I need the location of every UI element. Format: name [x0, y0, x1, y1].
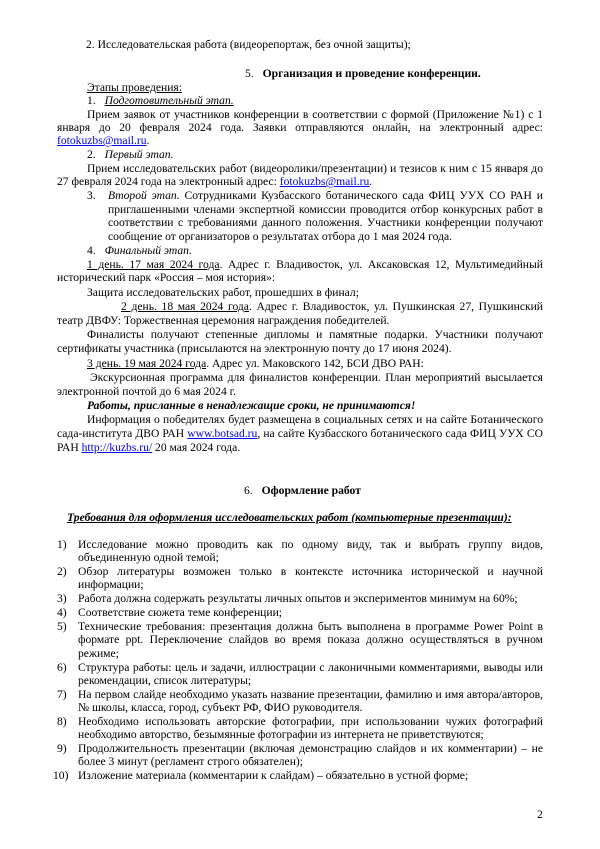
stage-2-text-line1: Прием исследовательских работ (видеоролики/презентации) и тезисов к ним с 15 января до [87, 162, 543, 175]
stage-1-heading [87, 94, 234, 107]
stage-3-text-line2: приглашенными членами экспертной комиссии проводится отбор конкурсных работ в [108, 203, 543, 216]
stage-number: 1. [87, 94, 96, 107]
info-line2 [57, 427, 543, 440]
section-number: 5. [245, 67, 254, 80]
day-1-line3: Защита исследовательских работ, прошедших в финал; [87, 286, 359, 299]
day-1-line1 [87, 258, 543, 271]
text: 27 февраля 2024 года на электронный адрес: [57, 175, 280, 188]
stage-3-number: 3. [87, 189, 96, 202]
stage-2-heading [87, 148, 173, 161]
item-text: № школы, класса, город, субъект РФ, ФИО руководителя. [78, 701, 363, 715]
section-5-heading [245, 67, 481, 80]
stage-1-text-line2: января до 20 февраля 2024 года. Заявки отправляются онлайн, на электронный адрес: [57, 121, 543, 134]
item-text: необходимо авторство, безымянные фотографии из интернета не приветствуются; [78, 728, 484, 742]
item-text: Обзор литературы возможен только в контексте источника исторической и научной [78, 565, 543, 578]
requirements-title: Требования для оформления исследовательских работ (компьютерные презентации): [67, 511, 512, 524]
section-number: 6. [244, 484, 253, 497]
text: Сотрудниками Кузбасского ботанического сада ФИЦ УУХ СО РАН и [179, 189, 543, 202]
day-2-line2: театр ДВФУ: Торжественная церемония награждения победителей. [57, 314, 390, 327]
info-line3 [57, 441, 240, 454]
email-link[interactable]: fotokuzbs@mail.ru [279, 175, 370, 188]
stage-2-text-line2 [57, 175, 372, 188]
item-text: режиме; [78, 646, 119, 660]
stage-name: Первый этап. [104, 148, 174, 161]
text: 20 мая 2024 года. [152, 441, 241, 454]
stages-label: Этапы проведения: [87, 81, 182, 94]
item-number: 8) [57, 715, 67, 728]
item-number: 6) [57, 661, 67, 674]
section-title: Оформление работ [261, 484, 361, 497]
item-text: более 3 минут (регламент строго обязателен); [78, 755, 303, 769]
stage-4-heading [87, 244, 192, 257]
item-number: 5) [57, 620, 67, 633]
item-text: Работа должна содержать результаты личных опытов и экспериментов минимум на 60%; [78, 592, 518, 605]
day-2-line1 [121, 300, 543, 313]
day-2-date: 2 день. 18 мая 2024 года [121, 300, 249, 313]
item-text: Технические требования: презентация должна быть выполнена в программе Power Point в [78, 620, 543, 633]
item-text: Соответствие сюжета теме конференции; [78, 606, 282, 619]
item-text: На первом слайде необходимо указать название презентации, фамилию и имя автора/авторов, [78, 688, 543, 701]
day-2-line3: Финалисты получают степенные дипломы и памятные подарки. Участники получают [87, 328, 543, 341]
item-number: 9) [57, 742, 67, 755]
stage-name: Подготовительный этап. [104, 94, 234, 107]
text: , на сайте Кузбасского ботанического сада ФИЦ УУХ СО [257, 427, 543, 440]
punctuation: . [369, 175, 373, 188]
stage-name: Финальный этап. [104, 244, 192, 257]
item-text: объединенную одной темой; [78, 551, 219, 565]
stage-name: Второй этап. [108, 189, 180, 202]
stage-3-text-line1 [108, 189, 543, 202]
day-1-line2: исторический парк «Россия – моя история»: [57, 271, 276, 284]
stage-number: 2. [87, 148, 96, 161]
day-3-date: 3 день. 19 мая 2024 года [87, 357, 207, 370]
item-number: 1) [57, 538, 67, 551]
item-number: 10) [53, 769, 69, 782]
kuzbs-link[interactable]: http://kuzbs.ru/ [81, 441, 153, 454]
email-link[interactable]: fotokuzbs@mail.ru [57, 134, 147, 147]
stage-1-email-line [57, 134, 149, 147]
stage-3-text-line3: соответствии с требованиями данного положения. Участники конференции получают [108, 216, 543, 229]
item-text: рекомендации, список литературы; [78, 674, 252, 688]
item-number: 2) [57, 565, 67, 578]
info-line1: Информация о победителях будет размещена в социальных сетях и на сайте Ботанического [87, 413, 543, 426]
stage-number: 4. [87, 244, 96, 257]
late-submission-notice: Работы, присланные в ненадлежащие сроки, не принимаются! [87, 399, 416, 412]
section-title: Организация и проведение конференции. [262, 67, 481, 80]
day-3-line3: электронной почтой до 6 мая 2024 г. [57, 385, 236, 398]
item-text: формате ppt. Переключение слайдов во время показа должно осуществляться в ручном [78, 633, 543, 647]
item-text: Необходимо использовать авторские фотографии, при использовании чужих фотографий [78, 715, 543, 728]
text: . Адрес г. Владивосток, ул. Пушкинская 27, Пушкинский [248, 300, 544, 313]
item-number: 7) [57, 688, 67, 701]
day-3-line2: Экскурсионная программа для финалистов конференции. План мероприятий высылается [90, 371, 543, 384]
item-number: 3) [57, 592, 67, 605]
stage-1-text-line1: Прием заявок от участников конференции в соответствии с формой (Приложение №1) с 1 [87, 108, 543, 121]
text: . Адрес ул. Маковского 142, БСИ ДВО РАН: [206, 357, 424, 370]
text: . Адрес г. Владивосток, ул. Аксаковская 12, Мультимедийный [219, 258, 543, 271]
punctuation: . [146, 134, 150, 147]
page-number: 2 [537, 808, 543, 821]
day-2-line4: сертификаты участника (присылаются на электронную почту до 17 июня 2024). [57, 342, 452, 355]
stage-3-text-line4: сообщение от организаторов о результатах отбора до 1 мая 2024 года. [108, 230, 453, 243]
item-text: Изложение материала (комментарии к слайдам) – обязательно в устной форме; [78, 769, 469, 782]
item-text: Структура работы: цель и задачи, иллюстрации с лаконичными комментариями, выводы или [78, 661, 543, 674]
item-number: 4) [57, 606, 67, 619]
item-text: информации; [78, 578, 144, 592]
item-text: Продолжительность презентации (включая демонстрацию слайдов и их комментарии) – не [78, 742, 543, 755]
item-text: Исследование можно проводить как по одному виду, так и выбрать группу видов, [78, 538, 543, 551]
text: сада-института ДВО РАН [57, 427, 188, 440]
day-1-date: 1 день. 17 мая 2024 года [87, 258, 220, 271]
section-6-heading [244, 484, 361, 497]
list-item-research-work: 2. Исследовательская работа (видеорепортаж, без очной защиты); [86, 38, 411, 51]
botsad-link[interactable]: www.botsad.ru [187, 427, 258, 440]
text: РАН [57, 441, 82, 454]
day-3-line1 [87, 357, 424, 370]
